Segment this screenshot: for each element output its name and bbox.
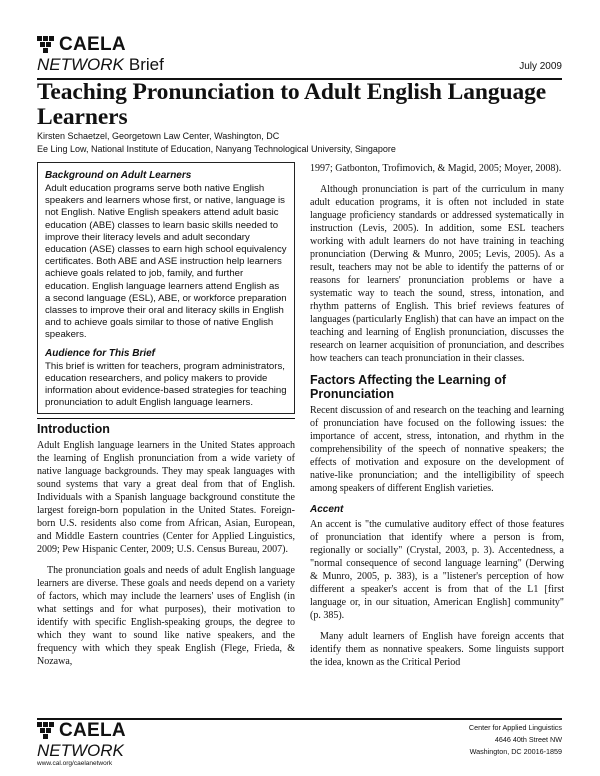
address-line: Washington, DC 20016-1859 xyxy=(469,747,562,756)
footer-logo-wordmark: CAELA xyxy=(59,720,126,741)
right-paragraph-1: 1997; Gatbonton, Trofimovich, & Magid, 2005; Moyer, 2008). xyxy=(310,163,562,174)
logo-wordmark: CAELA xyxy=(59,34,126,55)
publication-date: July 2009 xyxy=(519,61,562,72)
intro-paragraph-2: The pronunciation goals and needs of adult English language learners are diverse. These goals and needs depend on a variety of factors, which may include the learners' uses of English (in what settings and for what purposes), their motivation to identify with specific English-speaking groups, the degree to which they want to sound like native speakers, and the frequency with which they speak English (Flege, Frieda, & Nozawa, xyxy=(37,565,295,667)
accent-paragraph: An accent is "the cumulative auditory effect of those features of pronunciation that identify where a person is from, regionally or socially" (Crystal, 2003, p. 3). Accentedness, a "normal consequence of second language learning" (Derwing & Munro, 2005, p. 383), is a "listener's perception of how different a speaker's accent is from that of the L1 [first language or, in our situation, American English] community" (p. 385). xyxy=(310,519,564,621)
footer-logo xyxy=(37,722,126,761)
factors-heading: Factors Affecting the Learning of Pronunciation xyxy=(310,373,507,401)
author-line: Ee Ling Low, National Institute of Education, Nanyang Technological University, Singapore xyxy=(37,144,396,154)
right-column xyxy=(310,162,564,677)
factors-paragraph: Recent discussion of and research on the teaching and learning of pronunciation have focused on the following issues: the importance of accent, stress, intonation, and rhythm in the comprehensibility of the speech of nonnative speakers; the effects of motivation and exposure on the development of native-like pronunciation; and the intelligibility of speech among speakers of different English varieties. xyxy=(310,405,564,494)
document-title: Teaching Pronunciation to Adult English Language Learners xyxy=(37,79,547,130)
background-heading: Background on Adult Learners xyxy=(45,170,192,181)
audience-text: This brief is written for teachers, program administrators, education researchers, and policy makers to provide information about evidence-based strategies for teaching pronunciation to adult English language learners. xyxy=(45,360,287,409)
background-text: Adult education programs serve both native English speakers and learners whose first, or native, language is not English. Native English speakers attend adult basic education (ABE) classes to learn basic skills needed to improve their literacy levels and adult secondary education (ASE) classes to earn high school equivalency certificates. Both ABE and ASE instruction help learners achieve goals related to job, family, and further education. English language learners attend English as a second language (ESL), ABE, or workforce preparation classes to improve their oral and literacy skills in English and to achieve goals similar to those of native English speakers. xyxy=(45,183,287,341)
introduction-heading: Introduction xyxy=(37,422,110,436)
caela-logo-icon xyxy=(37,722,57,740)
accent-heading: Accent xyxy=(310,504,344,515)
author-list xyxy=(37,130,396,156)
intro-paragraph-1: Adult English language learners in the United States approach the learning of English pronunciation from a wide variety of native language backgrounds. They may speak languages with sound systems that vary a great deal from that of English. Individuals with a Spanish language background constitute the largest foreign-born population in the United States. Foreign-born U.S. residents also come from African, Asian, European, and Middle Eastern countries (Center for Applied Linguistics, 2009; Pew Hispanic Center, 2009; U.S. Census Bureau, 2007). xyxy=(37,440,295,555)
network-label: NETWORK xyxy=(37,55,124,74)
author-line: Kirsten Schaetzel, Georgetown Law Center, Washington, DC xyxy=(37,131,280,141)
audience-heading: Audience for This Brief xyxy=(45,347,156,359)
address-line: 4646 40th Street NW xyxy=(494,735,562,744)
caela-network-logo xyxy=(37,36,164,75)
caela-logo-icon xyxy=(37,36,57,54)
critical-period-paragraph: Many adult learners of English have foreign accents that identify them as nonnative speakers. Some linguists support the idea, known as the Critical Period xyxy=(310,631,564,668)
footer-url-link[interactable]: www.cal.org/caelanetwork xyxy=(37,760,113,767)
intro-divider xyxy=(37,418,295,419)
footer-network-label: NETWORK xyxy=(37,741,124,760)
background-box xyxy=(37,162,295,414)
right-paragraph-2: Although pronunciation is part of the curriculum in many adult education programs, it is often not included in state language proficiency standards or addressed systematically in instruction (Levis, 2005). In addition, some ESL teachers working with adult learners do not have training in teaching pronunciation (Derwing & Munro, 2005; Levis, 2005). As a result, teachers may not be able to identify the patterns of or reasons for learners' pronunciation problems or have a systematic way to teach the sound, stress, intonation, and rhythm patterns of English. This brief reviews features of languages (particularly English) that can have an impact on the teaching and learning of English pronunciation, discusses the research on learner acquisition of pronunciation, and describes how teachers can teach pronunciation in their classes. xyxy=(310,184,564,364)
left-column xyxy=(37,422,295,676)
brief-label: Brief xyxy=(128,55,164,74)
address-line: Center for Applied Linguistics xyxy=(468,723,562,732)
footer-address xyxy=(469,722,562,758)
